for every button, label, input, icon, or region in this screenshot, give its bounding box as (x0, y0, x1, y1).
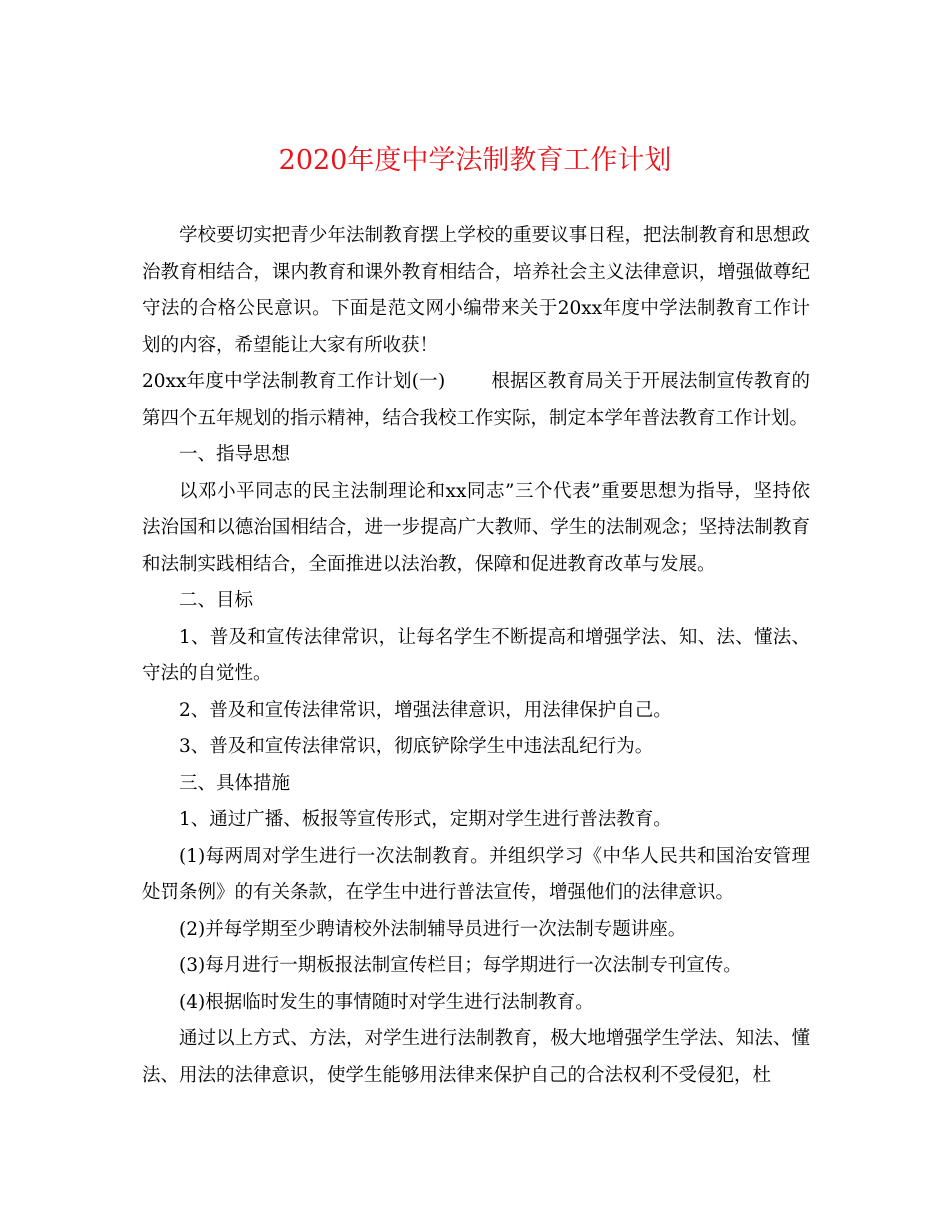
paragraph-summary: 通过以上方式、方法，对学生进行法制教育，极大地增强学生学法、知法、懂法、用法的法律意识，使学生能够用法律来保护自己的合法权利不受侵犯，杜 (142, 1028, 810, 1086)
measure-subitem-3: (3)每月进行一期板报法制宣传栏目；每学期进行一次法制专刊宣传。 (179, 955, 742, 976)
plan-heading: 20xx年度中学法制教育工作计划(一) (142, 371, 446, 392)
paragraph-plan-heading (142, 364, 810, 437)
plan-intro-text: 根据区教育局关于开展法制宣传教育的第四个五年规划的指示精神，结合我校工作实际，制定本学年普法教育工作计划。 (142, 371, 810, 429)
section-heading-measures: 三、具体措施 (179, 772, 291, 794)
goal-item-1: 1、普及和宣传法律常识，让每名学生不断提高和增强学法、知、法、懂法、守法的自觉性。 (142, 626, 810, 684)
measure-item-1: 1、通过广播、板报等宣传形式，定期对学生进行普法教育。 (179, 809, 672, 830)
document-title: 2020年度中学法制教育工作计划 (278, 145, 672, 176)
section-heading-guiding-thought: 一、指导思想 (179, 444, 291, 465)
goal-item-2: 2、普及和宣传法律常识，增强法律意识，用法律保护自己。 (179, 699, 672, 721)
document-body (142, 218, 810, 1094)
paragraph-intro: 学校要切实把青少年法制教育摆上学校的重要议事日程，把法制教育和思想政治教育相结合，课内教育和课外教育相结合，培养社会主义法律意识，增强做尊纪守法的合格公民意识。下面是范文网小编带来关于20xx年度中学法制教育工作计划的内容，希望能让大家有所收获！ (142, 225, 810, 356)
measure-subitem-1: (1)每两周对学生进行一次法制教育。并组织学习《中华人民共和国治安管理处罚条例》的有关条款，在学生中进行普法宣传，增强他们的法律意识。 (142, 845, 810, 903)
goal-item-3: 3、普及和宣传法律常识，彻底铲除学生中违法乱纪行为。 (179, 736, 654, 757)
paragraph-guiding-thought: 以邓小平同志的民主法制理论和xx同志”三个代表”重要思想为指导，坚持依法治国和以德治国相结合，进一步提高广大教师、学生的法制观念；坚持法制教育和法制实践相结合，全面推进以法治教，保障和促进教育改革与发展。 (142, 480, 810, 575)
measure-subitem-2: (2)并每学期至少聘请校外法制辅导员进行一次法制专题讲座。 (179, 918, 687, 940)
measure-subitem-4: (4)根据临时发生的事情随时对学生进行法制教育。 (179, 991, 594, 1013)
section-heading-goals: 二、目标 (179, 590, 254, 611)
